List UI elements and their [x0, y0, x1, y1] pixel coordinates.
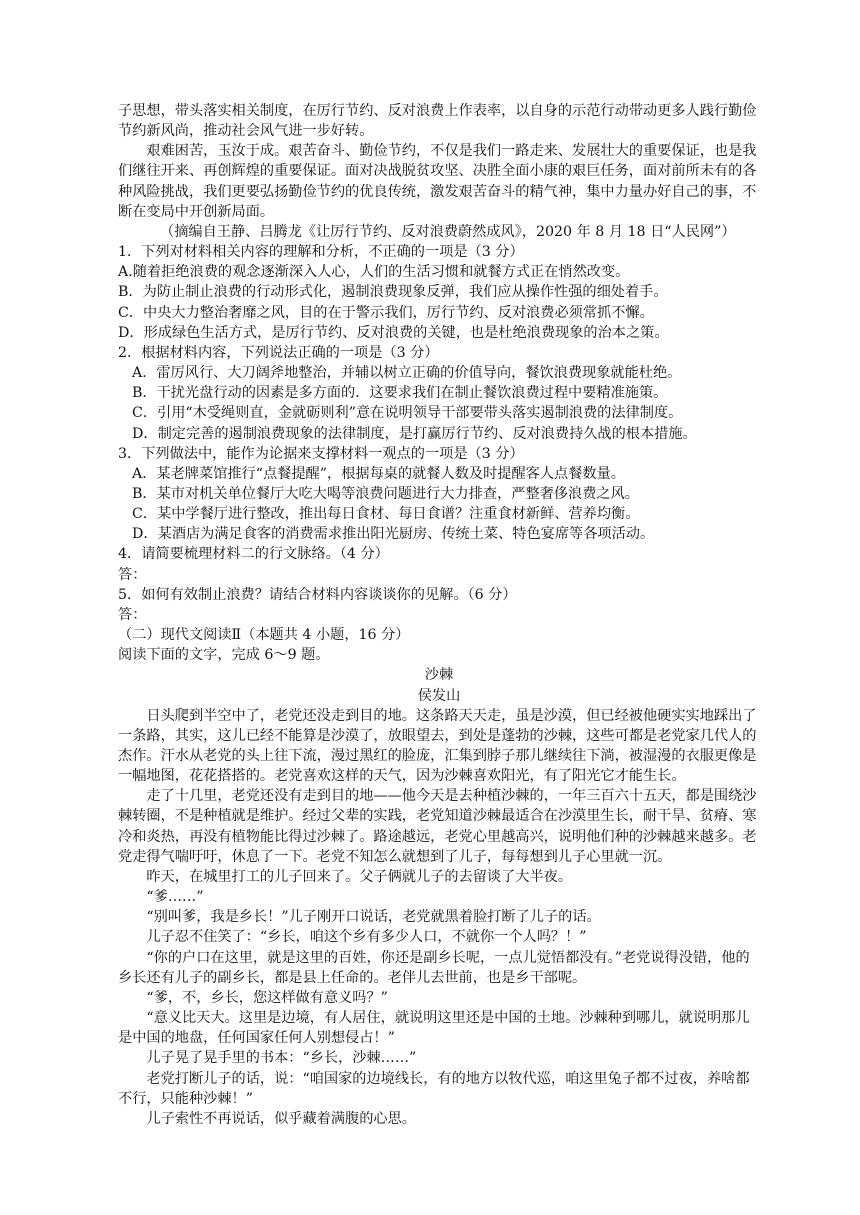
story-paragraph-7: “你的户口在这里，就是这里的百姓，你还是副乡长呢，一点儿觉悟都没有。”老党说得没错，他的乡长还有儿子的副乡长，都是县上任命的。老伴儿去世前，也是乡干部呢。 — [118, 949, 750, 986]
story-paragraph-11: 老党打断儿子的话，说：“咱国家的边境线长，有的地方以牧代巡，咱这里兔子都不过夜，养啥都不行，只能种沙棘！” — [118, 1070, 750, 1107]
question-3-option-d: D．某酒店为满足食客的消费需求推出阳光厨房、传统土菜、特色宴席等各项活动。 — [132, 526, 655, 543]
section2-instruction: 阅读下面的文字，完成 6～9 题。 — [118, 647, 330, 664]
passage1-source: （摘编自王静、吕腾龙《让厉行节约、反对浪费蔚然成风》，2020 年 8 月 18 日“人民网”） — [160, 223, 736, 240]
question-2-option-d: D．制定完善的遏制浪费现象的法律制度，是打赢厉行节约、反对浪费持久战的根本措施。 — [132, 425, 697, 442]
question-1-option-c: C．中央大力整治奢靡之风，目的在于警示我们，厉行节约、反对浪费必须常抓不懈。 — [118, 304, 654, 321]
question-5-answer-label: 答： — [118, 606, 147, 623]
story-paragraph-12: 儿子索性不再说话，似乎藏着满腹的心思。 — [146, 1110, 416, 1127]
question-3-option-a: A．某老牌菜馆推行“点餐提醒”，根据每桌的就餐人数及时提醒客人点餐数量。 — [132, 465, 625, 482]
question-1-option-a: A.随着拒绝浪费的观念逐渐深入人心，人们的生活习惯和就餐方式正在悄然改变。 — [118, 264, 630, 281]
question-3-option-c: C．某中学餐厅进行整改，推出每日食材、每日食谱？注重食材新鲜、营养均衡。 — [132, 506, 640, 523]
passage1-paragraph-1: 子思想，带头落实相关制度，在厉行节约、反对浪费上作表率，以自身的示范行动带动更多人践行勤俭节约新风尚，推动社会风气进一步好转。 — [118, 103, 757, 140]
question-2-option-a: A．雷厉风行、大刀阔斧地整治，并辅以树立正确的价值导向，餐饮浪费现象就能杜绝。 — [132, 365, 682, 382]
story-paragraph-9: “意义比天大。这里是边境，有人居住，就说明这里还是中国的土地。沙棘种到哪儿，就说明那儿是中国的地盘，任何国家任何人别想侵占！” — [118, 1010, 750, 1047]
question-2-option-c: C．引用“木受绳则直，金就砺则利”意在说明领导干部要带头落实遏制浪费的法律制度。 — [132, 405, 683, 422]
story-paragraph-10: 儿子晃了晃手里的书本：“乡长，沙棘……” — [146, 1050, 417, 1067]
question-1-option-d: D．形成绿色生活方式，是厉行节约、反对浪费的关键，也是杜绝浪费现象的治本之策。 — [118, 324, 669, 341]
question-3-stem: 3．下列做法中，能作为论据来支撑材料一观点的一项是（3 分） — [118, 445, 524, 462]
question-4-stem: 4．请简要梳理材料二的行文脉络。（4 分） — [118, 546, 389, 563]
story-paragraph-2: 走了十几里，老党还没有走到目的地——他今天是去种植沙棘的，一年三百六十五天，都是围绕沙棘转圈，不是种植就是维护。经过父辈的实践，老党知道沙棘最适合在沙漠里生长，耐干旱、贫瘠、寒冷和炎热，再没有植物能比得过沙棘了。路途越远，老党心里越高兴，说明他们种的沙棘越来越多。老党走得气喘吁吁，休息了一下。老党不知怎么就想到了儿子，每每想到儿子心里就一沉。 — [118, 788, 757, 865]
question-1-option-b: B．为防止制止浪费的行动形式化，遏制浪费现象反弹，我们应从操作性强的细处着手。 — [118, 284, 668, 301]
section2-heading: （二）现代文阅读Ⅱ（本题共 4 小题，16 分） — [118, 627, 410, 644]
question-5-stem: 5．如何有效制止浪费？请结合材料内容谈谈你的见解。（6 分） — [118, 586, 517, 603]
story-paragraph-5: “别叫爹，我是乡长！”儿子刚开口说话，老党就黑着脸打断了儿子的话。 — [146, 909, 601, 926]
story-paragraph-8: “爹，不，乡长，您这样做有意义吗？” — [146, 989, 388, 1006]
story-author: 侯发山 — [417, 687, 461, 704]
story-paragraph-4: “爹……” — [146, 889, 204, 906]
question-2-option-b: B．干扰光盘行动的因素是多方面的．这要求我们在制止餐饮浪费过程中要精准施策。 — [132, 385, 668, 402]
story-title: 沙棘 — [424, 667, 454, 684]
story-paragraph-6: 儿子忍不住笑了：“乡长，咱这个乡有多少人口，不就你一个人吗？！” — [146, 929, 587, 946]
question-2-stem: 2．根据材料内容，下列说法正确的一项是（3 分） — [118, 344, 439, 361]
question-3-option-b: B．某市对机关单位餐厅大吃大喝等浪费问题进行大力排查，严整奢侈浪费之风。 — [132, 485, 639, 502]
story-paragraph-3: 昨天，在城里打工的儿子回来了。父子俩就儿子的去留谈了大半夜。 — [146, 868, 573, 885]
story-paragraph-1: 日头爬到半空中了，老党还没走到目的地。这条路天天走，虽是沙漠，但已经被他硬实实地踩出了一条路，其实，这儿已经不能算是沙漠了，放眼望去，到处是蓬勃的沙棘，这些可都是老党家几代人的杰作。汗水从老党的头上往下流，漫过黑红的脸庞，汇集到脖子那儿继续往下淌，被湿漫的衣服更像是一幅地图，花花搭搭的。老党喜欢这样的天气，因为沙棘喜欢阳光，有了阳光它才能生长。 — [118, 707, 757, 785]
passage1-paragraph-2: 艰难困苦，玉汝于成。艰苦奋斗、勤俭节约，不仅是我们一路走来、发展壮大的重要保证，也是我们继往开来、再创辉煌的重要保证。面对决战脱贫攻坚、决胜全面小康的艰巨任务，面对前所未有的各种风险挑战，我们更要弘扬勤俭节约的优良传统，激发艰苦奋斗的精气神，集中力量办好自己的事，不断在变局中开创新局面。 — [118, 143, 757, 220]
question-1-stem: 1．下列对材料相关内容的理解和分析，不正确的一项是（3 分） — [118, 244, 524, 261]
question-4-answer-label: 答： — [118, 566, 147, 583]
